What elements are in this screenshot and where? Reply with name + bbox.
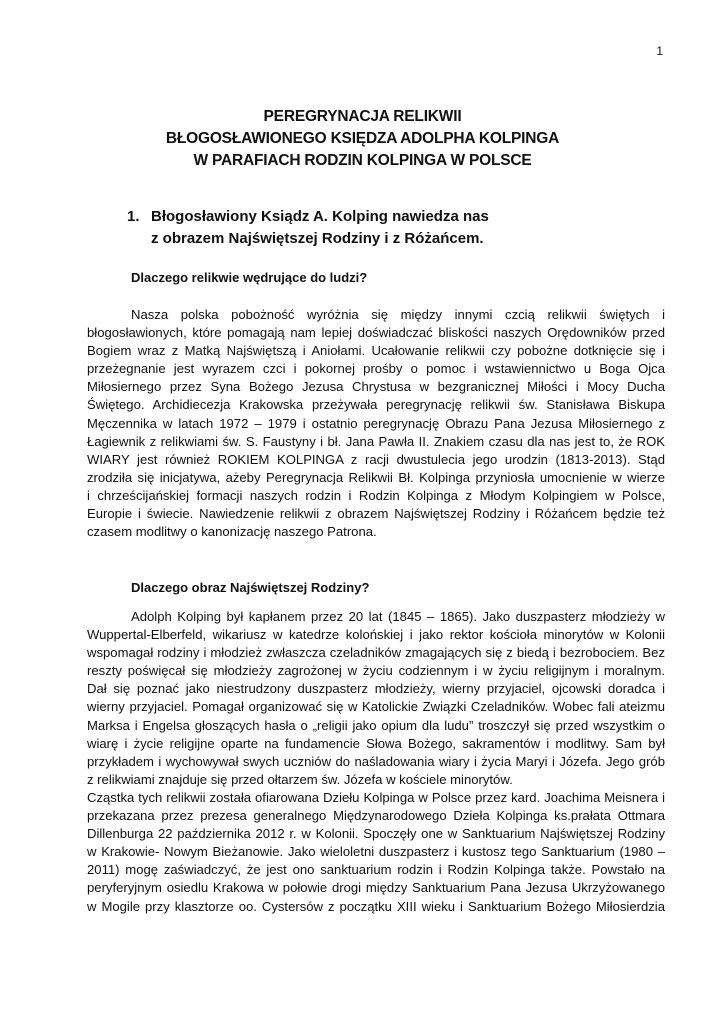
section-heading-line-1: Błogosławiony Ksiądz A. Kolping nawiedza nas [151, 208, 489, 225]
paragraph-line: Adolph Kolping był kapłanem przez 20 lat (1845 – 1865). Jako duszpasterz młodzieży w [131, 609, 665, 624]
subheading-relics: Dlaczego relikwie wędrujące do ludzi? [131, 270, 368, 285]
paragraph-line: peryferyjnym osiedlu Krakowa w połowie drogi między Sanktuarium Pana Jezusa Ukrzyżowanego [87, 880, 665, 896]
paragraph-line: przeżegnanie jest wyrazem czci i pokornej prośby o pomoc i wstawiennictwo u Boga Ojca [87, 361, 665, 377]
paragraph-line: czasem modlitwy o kanonizację naszego Patrona. [87, 524, 377, 540]
paragraph-line: zrodziła się inicjatywa, ażeby Peregrynacja Relikwii Bł. Kolpinga przyniosła umocnienie w wierze [87, 469, 665, 485]
paragraph-line: Nasza polska pobożność wyróżnia się między innymi czcią relikwii świętych i [131, 307, 665, 322]
paragraph-line: błogosławionych, które pomagają nam lepiej doświadczać bliskości naszych Orędowników przed [87, 325, 665, 341]
paragraph-line: 2011) mogę zaświadczyć, że jest ono sanktuarium rodzin i Rodzin Kolpinga także. Powstało na [87, 862, 665, 878]
paragraph-relic-gift [87, 789, 665, 916]
paragraph-line: Świętego. Archidiecezja Krakowska przeżywała peregrynację relikwii św. Stanisława Biskupa [87, 397, 665, 413]
title-line-2: BŁOGOSŁAWIONEGO KSIĘDZA ADOLPHA KOLPINGA [165, 130, 560, 147]
paragraph-line: z relikwiami znajduje się przed ołtarzem św. Józefa w kościele minorytów. [87, 771, 513, 787]
section-heading-line-2: z obrazem Najświętszej Rodziny i z Różańcem. [151, 230, 484, 247]
paragraph-line: Europie i świecie. Nawiedzenie relikwii z obrazem Najświętszej Rodziny i Różańcem będzie też [87, 506, 665, 522]
paragraph-line: Męczennika w latach 1972 – 1979 i ostatnio peregrynację Obrazu Pana Jezusa Miłosiernego z [87, 415, 665, 431]
paragraph-line: Marksa i Engelsa głoszących hasła o „religii jako opium dla ludu” troszczył się przed wszystkim o [87, 717, 665, 733]
paragraph-line: reszty poświęcał się młodzieży zagrożonej w życiu codziennym i w życiu religijnym i moralnym. [87, 663, 665, 679]
paragraph-line: Bogiem wraz z Matką Najświętszą i Aniołami. Ucałowanie relikwii czy pobożne dotknięcie się i [87, 343, 665, 359]
paragraph-line: przykładem i wychowywał swych uczniów do naśladowania wiary i życia Maryi i Józefa. Jego grób [87, 753, 665, 769]
subheading-image: Dlaczego obraz Najświętszej Rodziny? [131, 580, 370, 595]
paragraph-line: i chrześcijańskiej formacji naszych rodzin i Rodzin Kolpinga z Młodym Kolpingiem w Polsce, [87, 487, 665, 503]
paragraph-line: wierny przyjaciel. Pomagał organizować się w Katolickie Związki Czeladników. Wobec fali ateizmu [87, 699, 665, 715]
paragraph-relics [87, 306, 665, 541]
paragraph-line: przekazana przez prezesa generalnego Międzynarodowego Dzieła Kolpinga ks.prałata Ottmara [87, 808, 665, 824]
document-title [0, 106, 725, 172]
paragraph-line: wspomagał rodziny i młodzież zwłaszcza czeladników zmagających się z biedą i bezrobociem. Bez [87, 645, 665, 661]
paragraph-line: w Mogile przy klasztorze oo. Cystersów z początku XIII wieku i Sanktuarium Bożego Miłosierdzia [87, 898, 665, 914]
paragraph-kolping-priest [87, 608, 665, 789]
paragraph-line: Cząstka tych relikwii została ofiarowana Dziełu Kolpinga w Polsce przez kard. Joachima Meisnera i [87, 790, 665, 805]
paragraph-line: Miłosiernego przez Syna Bożego Jezusa Chrystusa w bezgranicznej Miłości i Mocy Ducha [87, 379, 665, 395]
paragraph-line: Dał się poznać jako niestrudzony duszpasterz młodzieży, wierny przyjaciel, ojcowski doradca i [87, 681, 665, 697]
page-number: 1 [656, 44, 663, 58]
paragraph-line: w Krakowie- Nowym Bieżanowie. Jako wieloletni duszpasterz i kustosz tego Sanktuarium (1980 – [87, 844, 665, 860]
paragraph-line: Łagiewnik z relikwiami św. S. Faustyny i bł. Jana Pawła II. Znakiem czasu dla nas jest to, że ROK [87, 433, 665, 449]
paragraph-line: wiarę i życie religijne oparte na fundamencie Słowa Bożego, sakramentów i modlitwy. Sam był [87, 735, 665, 751]
title-line-3: W PARAFIACH RODZIN KOLPINGA W POLSCE [193, 152, 532, 169]
section-number: 1. [127, 208, 140, 225]
title-line-1: PEREGRYNACJA RELIKWII [263, 108, 462, 125]
paragraph-line: Dillenburga 22 października 2012 r. w Kolonii. Spoczęły one w Sanktuarium Najświętszej Rodziny [87, 826, 665, 842]
paragraph-line: WIARY jest również ROKIEM KOLPINGA z racji dwustulecia jego urodzin (1813-2013). Stąd [87, 451, 665, 467]
paragraph-line: Wuppertal-Elberfeld, wikariusz w katedrze kolońskiej i jako rektor kościoła minorytów w Kolonii [87, 627, 665, 643]
